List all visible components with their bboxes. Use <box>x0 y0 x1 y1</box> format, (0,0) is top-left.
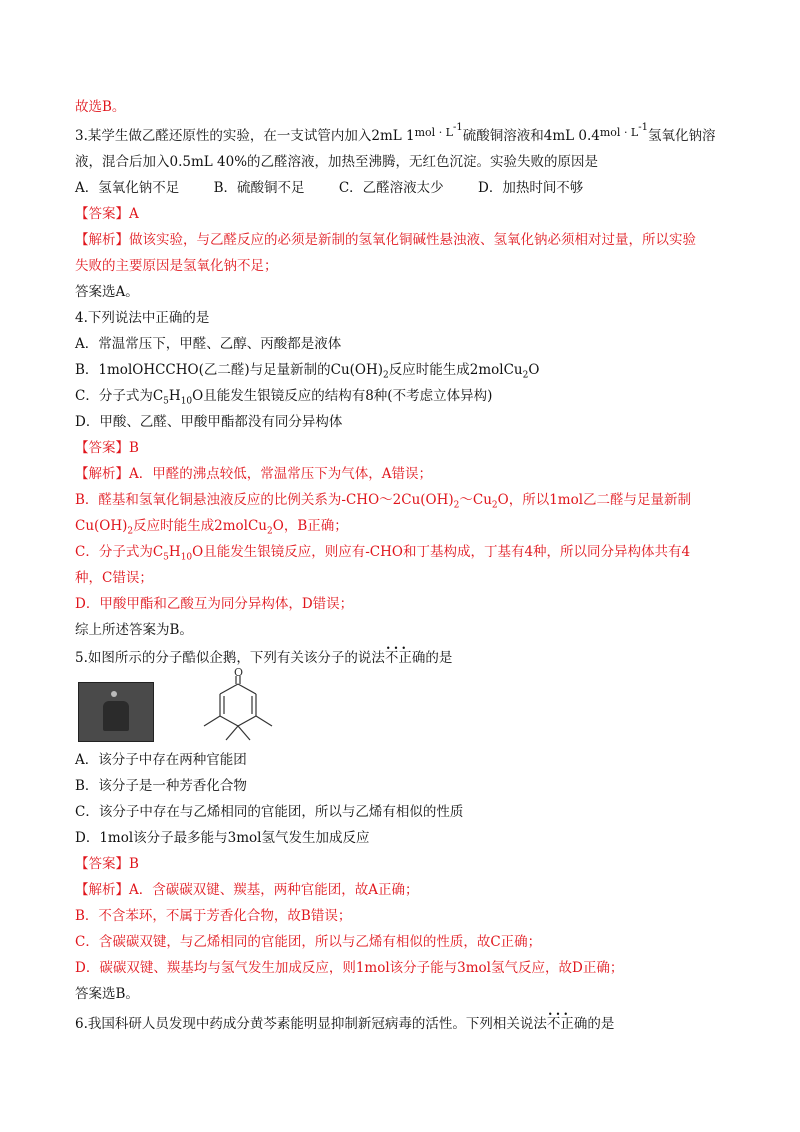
answer-5: 【答案】B <box>75 856 139 872</box>
question-5-option-a: A．该分子中存在两种官能团 <box>75 752 247 768</box>
question-5-stem: 5.如图所示的分子酷似企鹅，下列有关该分子的说法••• 不正确的是 <box>75 648 452 668</box>
explanation-4-b: B．醛基和氢氧化铜悬浊液反应的比例关系为$-CHO\sim 2Cu(OH)_2\sim Cu_2O$，所以1mol乙二醛与足量新制 <box>75 492 692 511</box>
explanation-3-line1: 【解析】做该实验，与乙醛反应的必须是新制的氢氧化铜碱性悬浊液、氢氧化钠必须相对过量，所以实验 <box>75 232 696 248</box>
explanation-3-line2: 失败的主要原因是氢氧化钠不足； <box>75 258 278 274</box>
question-4-option-a: A．常温常压下，甲醛、乙醇、丙酸都是液体 <box>75 336 342 352</box>
question-4-stem: 4.下列说法中正确的是 <box>75 310 210 326</box>
penguin-figure <box>78 666 318 742</box>
explanation-5-d: D．碳碳双键、羰基均与氢气发生加成反应，则1mol该分子能与3mol氢气反应，故D正确； <box>75 960 624 976</box>
explanation-5-b: B．不含苯环，不属于芳香化合物，故B错误； <box>75 908 352 924</box>
summary-5: 答案选B。 <box>75 986 139 1002</box>
explanation-4-b-cont: $Cu(OH)_2$反应时能生成2molCu$_2$O，B正确； <box>75 518 348 537</box>
explanation-4-a: 【解析】A．甲醛的沸点较低，常温常压下为气体，A错误； <box>75 466 432 482</box>
penguin-photo <box>78 682 154 742</box>
emphasis-not-correct: ••• 不正确 <box>547 1016 588 1032</box>
explanation-4-c: C．分子式为$C_5H_{10}O$且能发生银镜反应，则应有-CHO和丁基构成，丁基有4种，所以同分异构体共有4 <box>75 544 691 563</box>
question-5-option-d: D．1mol该分子最多能与3mol氢气发生加成反应 <box>75 830 370 846</box>
emphasis-not-correct: ••• 不正确 <box>385 650 426 666</box>
explanation-4-d: D．甲酸甲酯和乙酸互为同分异构体，D错误； <box>75 596 354 612</box>
answer-4: 【答案】B <box>75 440 139 456</box>
question-5-option-c: C．该分子中存在与乙烯相同的官能团，所以与乙烯有相似的性质 <box>75 804 464 820</box>
question-3-stem-line1: 3.某学生做乙醛还原性的实验，在一支试管内加入2mL $1^{mol \cdot L-1}$硫酸铜溶液和4mL $0.4^{mol \cdot L-1}$氢氧化钠溶 <box>75 122 716 144</box>
question-3-stem-line2: 液，混合后加入0.5mL 40%的乙醛溶液，加热至沸腾，无红色沉淀。实验失败的原因是 <box>75 154 599 170</box>
answer-3: 【答案】A <box>75 206 139 222</box>
explanation-5-c: C．含碳碳双键，与乙烯相同的官能团，所以与乙烯有相似的性质，故C正确； <box>75 934 542 950</box>
question-4-option-b: B．1molOHCCHO(乙二醛)与足量新制的$Cu(OH)_2$反应时能生成2molCu$_2$O <box>75 362 540 381</box>
question-4-option-d: D．甲酸、乙醛、甲酸甲酯都没有同分异构体 <box>75 414 343 430</box>
question-3-options: A．氢氧化钠不足 B．硫酸铜不足 C．乙醛溶液太少 D．加热时间不够 <box>75 180 584 196</box>
unit-mol-per-l: mol · L-1 <box>599 122 648 139</box>
question-6-stem: 6.我国科研人员发现中药成分黄芩素能明显抑制新冠病毒的活性。下列相关说法••• 不正确的是 <box>75 1014 614 1034</box>
summary-4: 综上所述答案为B。 <box>75 622 193 638</box>
question-4-option-c: C．分子式为$C_5H_{10}O$且能发生银镜反应的结构有8种(不考虑立体异构) <box>75 388 493 407</box>
explanation-4-c-cont: 种，C错误； <box>75 570 153 586</box>
conclusion-prev: 故选B。 <box>75 99 126 115</box>
unit-mol-per-l: mol · L-1 <box>414 122 463 139</box>
summary-3: 答案选A。 <box>75 284 139 300</box>
penguinone-structure <box>178 666 318 744</box>
carbonyl-oxygen-label: O <box>234 666 244 679</box>
question-5-option-b: B．该分子是一种芳香化合物 <box>75 778 247 794</box>
explanation-5-a: 【解析】A．含碳碳双键、羰基，两种官能团，故A正确； <box>75 882 419 898</box>
